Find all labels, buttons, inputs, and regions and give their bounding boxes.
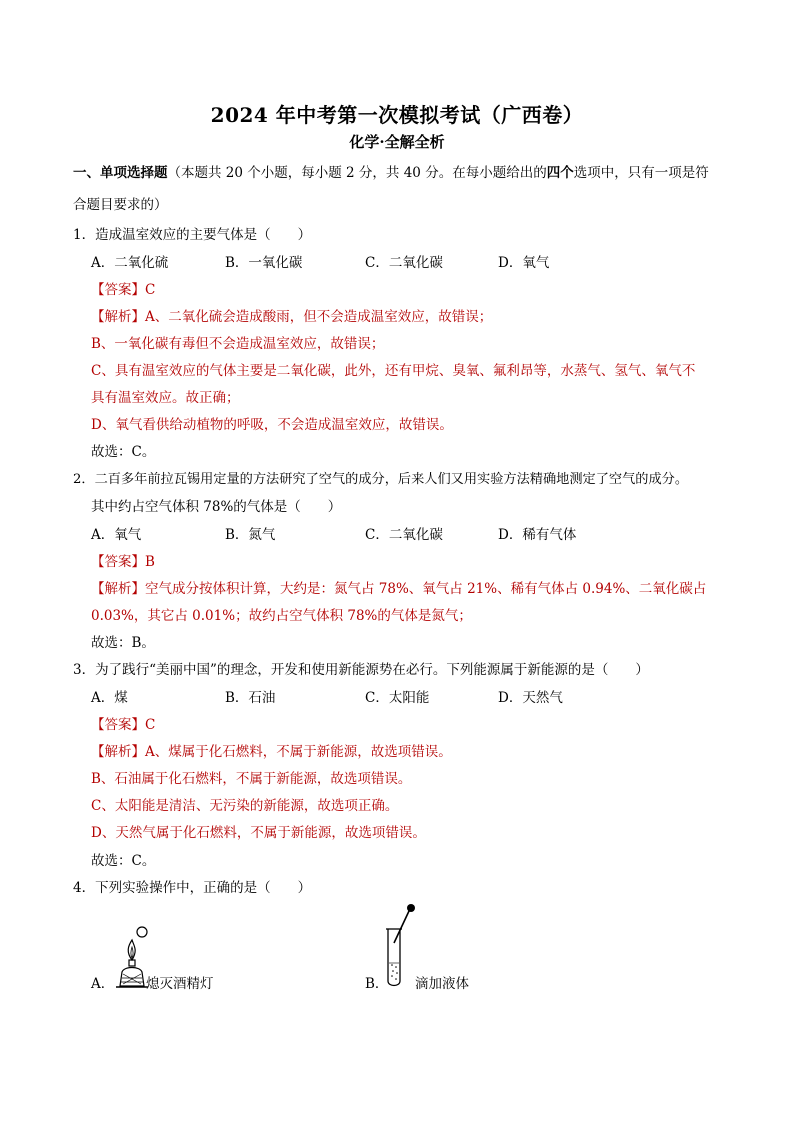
section-heading: 一、单项选择题	[73, 165, 168, 181]
page-title: 2024 年中考第一次模拟考试（广西卷）	[210, 103, 584, 127]
q3-answer	[91, 716, 155, 734]
q4-option-a-label: A．	[91, 976, 115, 992]
q1-analysis-line1	[91, 308, 492, 326]
q3-analysis-line2: B、石油属于化石燃料，不属于新能源，故选项错误。	[91, 771, 412, 787]
analysis-tag: 【解析】	[91, 744, 145, 760]
q3-analysis-line4: D、天然气属于化石燃料，不属于新能源，故选项错误。	[91, 825, 426, 841]
answer-value: C	[145, 717, 156, 733]
analysis-tag: 【解析】	[91, 581, 145, 597]
q2-analysis-line1	[91, 580, 706, 598]
q2-option-d: D．稀有气体	[498, 527, 577, 543]
page-subtitle: 化学·全解全析	[349, 133, 445, 151]
q4-stem: 4．下列实验操作中，正确的是（ ）	[73, 880, 312, 896]
q4-option-a-caption: 熄灭酒精灯	[146, 976, 214, 992]
q3-stem: 3．为了践行“美丽中国”的理念，开发和使用新能源势在必行。下列能源属于新能源的是（ ）	[73, 662, 649, 678]
q1-option-d: D．氧气	[498, 255, 550, 271]
analysis-tag: 【解析】	[91, 309, 145, 325]
q4-option-b-caption: 滴加液体	[415, 976, 469, 992]
q3-analysis-line1	[91, 743, 452, 761]
q1-option-a: A．二氧化硫	[91, 255, 169, 271]
q2-conclusion: 故选：B。	[91, 635, 155, 651]
q2-option-b: B．氮气	[225, 527, 276, 543]
q3-conclusion: 故选：C。	[91, 853, 156, 869]
q1-analysis-line2: B、一氧化碳有毒但不会造成温室效应，故错误；	[91, 336, 385, 352]
q2-option-c: C．二氧化碳	[365, 527, 443, 543]
q1-answer	[91, 281, 155, 299]
section-desc-line2: 合题目要求的）	[73, 197, 168, 213]
q1-conclusion: 故选：C。	[91, 444, 156, 460]
q2-stem-line2: 其中约占空气体积 78%的气体是（ ）	[91, 499, 342, 515]
answer-value: C	[145, 282, 156, 298]
section-desc: （本题共 20 个小题，每小题 2 分，共 40 分。在每小题给出的	[167, 165, 547, 181]
q3-analysis-line3: C、太阳能是清洁、无污染的新能源，故选项正确。	[91, 798, 399, 814]
analysis-text: A、煤属于化石燃料，不属于新能源，故选项错误。	[145, 744, 452, 760]
q2-analysis-line2: 0.03%，其它占 0.01%；故约占空气体积 78%的气体是氮气；	[91, 608, 472, 624]
q1-analysis-line3: C、具有温室效应的气体主要是二氧化碳，此外，还有甲烷、臭氧、氟利昂等，水蒸气、氢气、氧气不	[91, 363, 696, 379]
section-desc-tail: 选项中，只有一项是符	[573, 165, 709, 181]
analysis-text: A、二氧化硫会造成酸雨，但不会造成温室效应，故错误；	[145, 309, 493, 325]
q2-stem-line1: 2．二百多年前拉瓦锡用定量的方法研究了空气的成分，后来人们又用实验方法精确地测定了空气的成分。	[73, 472, 689, 487]
q1-option-c: C．二氧化碳	[365, 255, 443, 271]
q1-analysis-line5: D、氧气看供给动植物的呼吸，不会造成温室效应，故错误。	[91, 417, 453, 433]
q4-option-b-label: B．	[365, 976, 389, 992]
answer-tag: 【答案】	[91, 282, 145, 298]
q3-option-a: A．煤	[91, 690, 128, 706]
answer-tag: 【答案】	[91, 717, 145, 733]
section-heading-line	[73, 164, 709, 182]
q2-answer	[91, 553, 155, 571]
answer-tag: 【答案】	[91, 554, 145, 570]
q3-option-d: D．天然气	[498, 690, 563, 706]
dropper-test-tube-figure	[380, 903, 420, 995]
section-desc-emphasis: 四个	[546, 165, 574, 181]
q3-option-c: C．太阳能	[365, 690, 430, 706]
q2-option-a: A．氧气	[91, 527, 142, 543]
q1-option-b: B．一氧化碳	[225, 255, 303, 271]
q3-option-b: B．石油	[225, 690, 276, 706]
q1-stem: 1．造成温室效应的主要气体是（ ）	[73, 227, 312, 243]
answer-value: B	[145, 554, 155, 570]
analysis-text: 空气成分按体积计算，大约是：氮气占 78%、氧气占 21%、稀有气体占 0.94%、二氧化碳占	[145, 581, 707, 597]
q1-analysis-line4: 具有温室效应。故正确；	[91, 390, 240, 406]
